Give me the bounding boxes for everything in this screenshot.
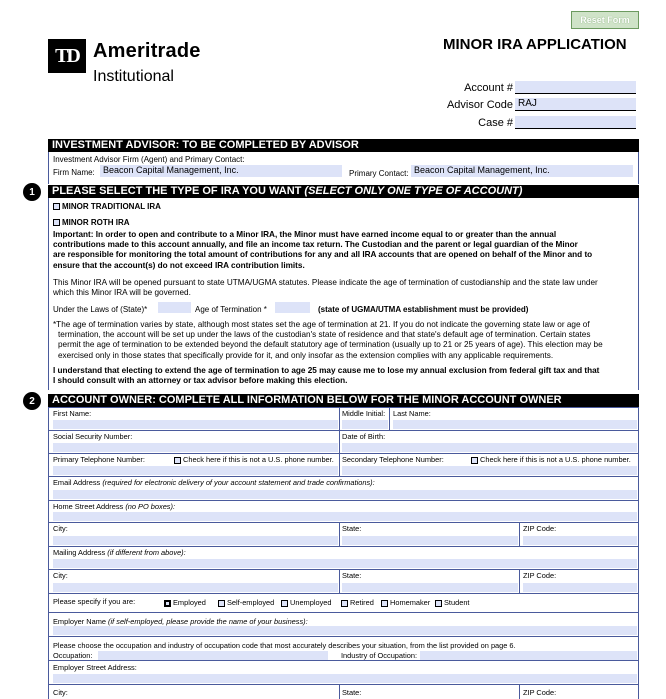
note-line: *The age of termination varies by state, although most states set the age of termination at 21. If you do not indicate the governing state law or age of	[53, 320, 590, 329]
primary-contact-label: Primary Contact:	[349, 169, 409, 178]
city-row-2	[48, 569, 639, 593]
firm-name-field[interactable]: Beacon Capital Management, Inc.	[100, 165, 342, 177]
dob-label: Date of Birth:	[342, 432, 386, 441]
termination-note	[53, 320, 636, 361]
zip-field-2[interactable]	[523, 583, 637, 592]
state-label-1: State:	[342, 524, 362, 533]
email-note: (required for electronic delivery of your account statement and trade confirmations):	[102, 478, 375, 487]
middle-initial-label: Middle Initial:	[342, 409, 386, 418]
employer-street-row	[48, 660, 639, 684]
state-note: (state of UGMA/UTMA establishment must be provided)	[318, 305, 529, 314]
understand-line: I understand that electing to extend the age of termination to age 25 may cause me to lose my annual exclusion from federal gift tax and that	[53, 366, 600, 375]
home-address-row	[48, 500, 639, 522]
firm-name-label: Firm Name:	[53, 168, 95, 177]
email-label: Email Address	[53, 478, 101, 487]
middle-initial-field[interactable]	[342, 420, 388, 429]
advisor-code-label: Advisor Code	[446, 99, 513, 111]
ssn-field[interactable]	[53, 443, 338, 452]
account-number-label: Account #	[464, 82, 513, 94]
zip-field-1[interactable]	[523, 536, 637, 545]
state-law-field[interactable]	[158, 302, 191, 313]
emp-employed[interactable]	[164, 598, 206, 607]
option-roth[interactable]	[53, 218, 130, 227]
note-line: permit the age of termination to be extended beyond the default statutory age of termination (usually up to 21 or 25 years of age). This election may be	[58, 340, 603, 350]
employment-row	[48, 593, 639, 612]
logo-name: Ameritrade	[93, 40, 201, 62]
industry-field[interactable]	[420, 651, 637, 660]
first-name-label: First Name:	[53, 409, 92, 418]
occupation-intro: Please choose the occupation and industry of occupation code that most accurately describes your situation, from the list provided on page 6.	[53, 641, 516, 650]
occupation-label: Occupation:	[53, 651, 93, 660]
advisor-code-field[interactable]: RAJ	[515, 98, 636, 111]
employer-field[interactable]	[53, 626, 637, 635]
state-field-2[interactable]	[342, 583, 518, 592]
not-us-checkbox-1[interactable]	[174, 457, 181, 464]
advisor-section-header: INVESTMENT ADVISOR: TO BE COMPLETED BY ADVISOR	[48, 139, 639, 152]
email-field[interactable]	[53, 490, 637, 499]
mailing-label: Mailing Address	[53, 548, 106, 557]
ira-type-header-main: PLEASE SELECT THE TYPE OF IRA YOU WANT	[52, 185, 305, 197]
ssn-label: Social Security Number:	[53, 432, 133, 441]
mailing-field[interactable]	[53, 559, 637, 568]
mailing-row	[48, 546, 639, 569]
homemaker-checkbox[interactable]	[381, 600, 388, 607]
employment-specify-label: Please specify if you are:	[53, 597, 136, 606]
city-field-1[interactable]	[53, 536, 338, 545]
ssn-row	[48, 430, 639, 453]
email-row	[48, 476, 639, 500]
important-line: Important: In order to open and contribute to a Minor IRA, the Minor must have earned income equal to or greater than the annual	[53, 230, 557, 239]
traditional-checkbox[interactable]	[53, 203, 60, 210]
case-number-field[interactable]	[515, 116, 636, 129]
not-us-checkbox-2[interactable]	[471, 457, 478, 464]
primary-phone-label: Primary Telephone Number:	[53, 455, 145, 464]
ira-type-section-header	[48, 185, 639, 198]
td-logo: TD	[48, 39, 86, 73]
employed-label: Employed	[173, 598, 206, 607]
employer-label: Employer Name	[53, 617, 106, 626]
secondary-phone-label: Secondary Telephone Number:	[342, 455, 444, 464]
emp-student[interactable]	[435, 598, 469, 607]
primary-contact-field[interactable]: Beacon Capital Management, Inc.	[411, 165, 633, 177]
section-number-1: 1	[23, 183, 41, 201]
last-name-field[interactable]	[393, 420, 637, 429]
employer-row	[48, 612, 639, 636]
emp-retired[interactable]	[341, 598, 374, 607]
note-line: exercised only in those states that specifically provide for it, and only insofar as the extension complies with any applicable requirements.	[58, 350, 554, 360]
last-name-label: Last Name:	[393, 409, 431, 418]
understand-text	[53, 366, 636, 386]
employer-street-field[interactable]	[53, 674, 637, 683]
traditional-label: MINOR TRADITIONAL IRA	[62, 202, 161, 211]
first-name-field[interactable]	[53, 420, 338, 429]
city-label-1: City:	[53, 524, 68, 533]
zip-label-3: ZIP Code:	[523, 688, 557, 697]
emp-homemaker[interactable]	[381, 598, 430, 607]
state-law-label: Under the Laws of (State)*	[53, 305, 148, 314]
not-us-phone-1[interactable]	[174, 455, 334, 464]
emp-unemployed[interactable]	[281, 598, 332, 607]
understand-line: I should consult with an attorney or tax advisor before making this election.	[53, 376, 348, 386]
dob-field[interactable]	[342, 443, 637, 452]
zip-label-2: ZIP Code:	[523, 571, 557, 580]
important-line: contributions made to this account annually, and file an income tax return. The Custodian and the parent or legal guardian of the Minor	[53, 240, 578, 250]
employer-note: (if self-employed, please provide the name of your business):	[108, 617, 308, 626]
state-label-3: State:	[342, 688, 362, 697]
age-termination-label: Age of Termination *	[195, 305, 267, 314]
case-number-label: Case #	[478, 117, 513, 129]
mailing-note: (if different from above):	[107, 548, 186, 557]
not-us-label-1: Check here if this is not a U.S. phone number.	[183, 455, 334, 464]
student-checkbox[interactable]	[435, 600, 442, 607]
occupation-field[interactable]	[98, 651, 328, 660]
logo-subtitle: Institutional	[93, 68, 174, 85]
city-label-2: City:	[53, 571, 68, 580]
roth-checkbox[interactable]	[53, 219, 60, 226]
advisor-intro: Investment Advisor Firm (Agent) and Primary Contact:	[53, 155, 245, 164]
zip-label-1: ZIP Code:	[523, 524, 557, 533]
industry-label: Industry of Occupation:	[341, 651, 417, 660]
city-row-3	[48, 684, 639, 699]
city-label-3: City:	[53, 688, 68, 697]
utma-line: This Minor IRA will be opened pursuant to state UTMA/UGMA statutes. Please indicate the age of termination of custodianship and the state law under	[53, 278, 598, 287]
not-us-label-2: Check here if this is not a U.S. phone number.	[480, 455, 631, 464]
self-employed-checkbox[interactable]	[218, 600, 225, 607]
utma-line: which this Minor IRA will be governed.	[53, 288, 191, 298]
employer-street-label: Employer Street Address:	[53, 663, 137, 672]
unemployed-checkbox[interactable]	[281, 600, 288, 607]
reset-form-button[interactable]: Reset Form	[571, 11, 639, 29]
home-address-field[interactable]	[53, 512, 637, 521]
note-line: termination, the account will be set up under the laws of the custodian's state of residence and that state's default age of termination. Certain states	[58, 330, 591, 340]
city-field-2[interactable]	[53, 583, 338, 592]
account-owner-section-header: ACCOUNT OWNER: COMPLETE ALL INFORMATION BELOW FOR THE MINOR ACCOUNT OWNER	[48, 394, 639, 407]
city-row-1	[48, 522, 639, 546]
option-traditional[interactable]	[53, 202, 161, 211]
student-label: Student	[444, 598, 470, 607]
employed-checkbox[interactable]	[164, 600, 171, 607]
roth-label: MINOR ROTH IRA	[62, 218, 130, 227]
homemaker-label: Homemaker	[390, 598, 431, 607]
page-title: MINOR IRA APPLICATION	[443, 36, 627, 53]
state-field-1[interactable]	[342, 536, 518, 545]
age-termination-field[interactable]	[275, 302, 310, 313]
retired-checkbox[interactable]	[341, 600, 348, 607]
not-us-phone-2[interactable]	[471, 455, 631, 464]
home-address-note: (no PO boxes):	[125, 502, 176, 511]
occupation-row	[48, 636, 639, 660]
unemployed-label: Unemployed	[290, 598, 332, 607]
utma-text	[53, 278, 636, 298]
emp-self[interactable]	[218, 598, 274, 607]
name-row	[48, 407, 639, 430]
section-number-2: 2	[23, 392, 41, 410]
primary-phone-field[interactable]	[53, 466, 338, 475]
self-employed-label: Self-employed	[227, 598, 275, 607]
secondary-phone-field[interactable]	[342, 466, 637, 475]
important-notice	[53, 230, 636, 271]
account-number-field[interactable]	[515, 81, 636, 94]
state-label-2: State:	[342, 571, 362, 580]
phone-row	[48, 453, 639, 476]
important-line: ensure that the account(s) do not exceed IRA contribution limits.	[53, 260, 305, 270]
ira-type-header-italic: (SELECT ONLY ONE TYPE OF ACCOUNT)	[304, 185, 523, 197]
retired-label: Retired	[350, 598, 374, 607]
important-line: are responsible for monitoring the total amount of contributions for any and all IRA accounts that are opened on behalf of the Minor and to	[53, 250, 593, 260]
home-address-label: Home Street Address	[53, 502, 124, 511]
